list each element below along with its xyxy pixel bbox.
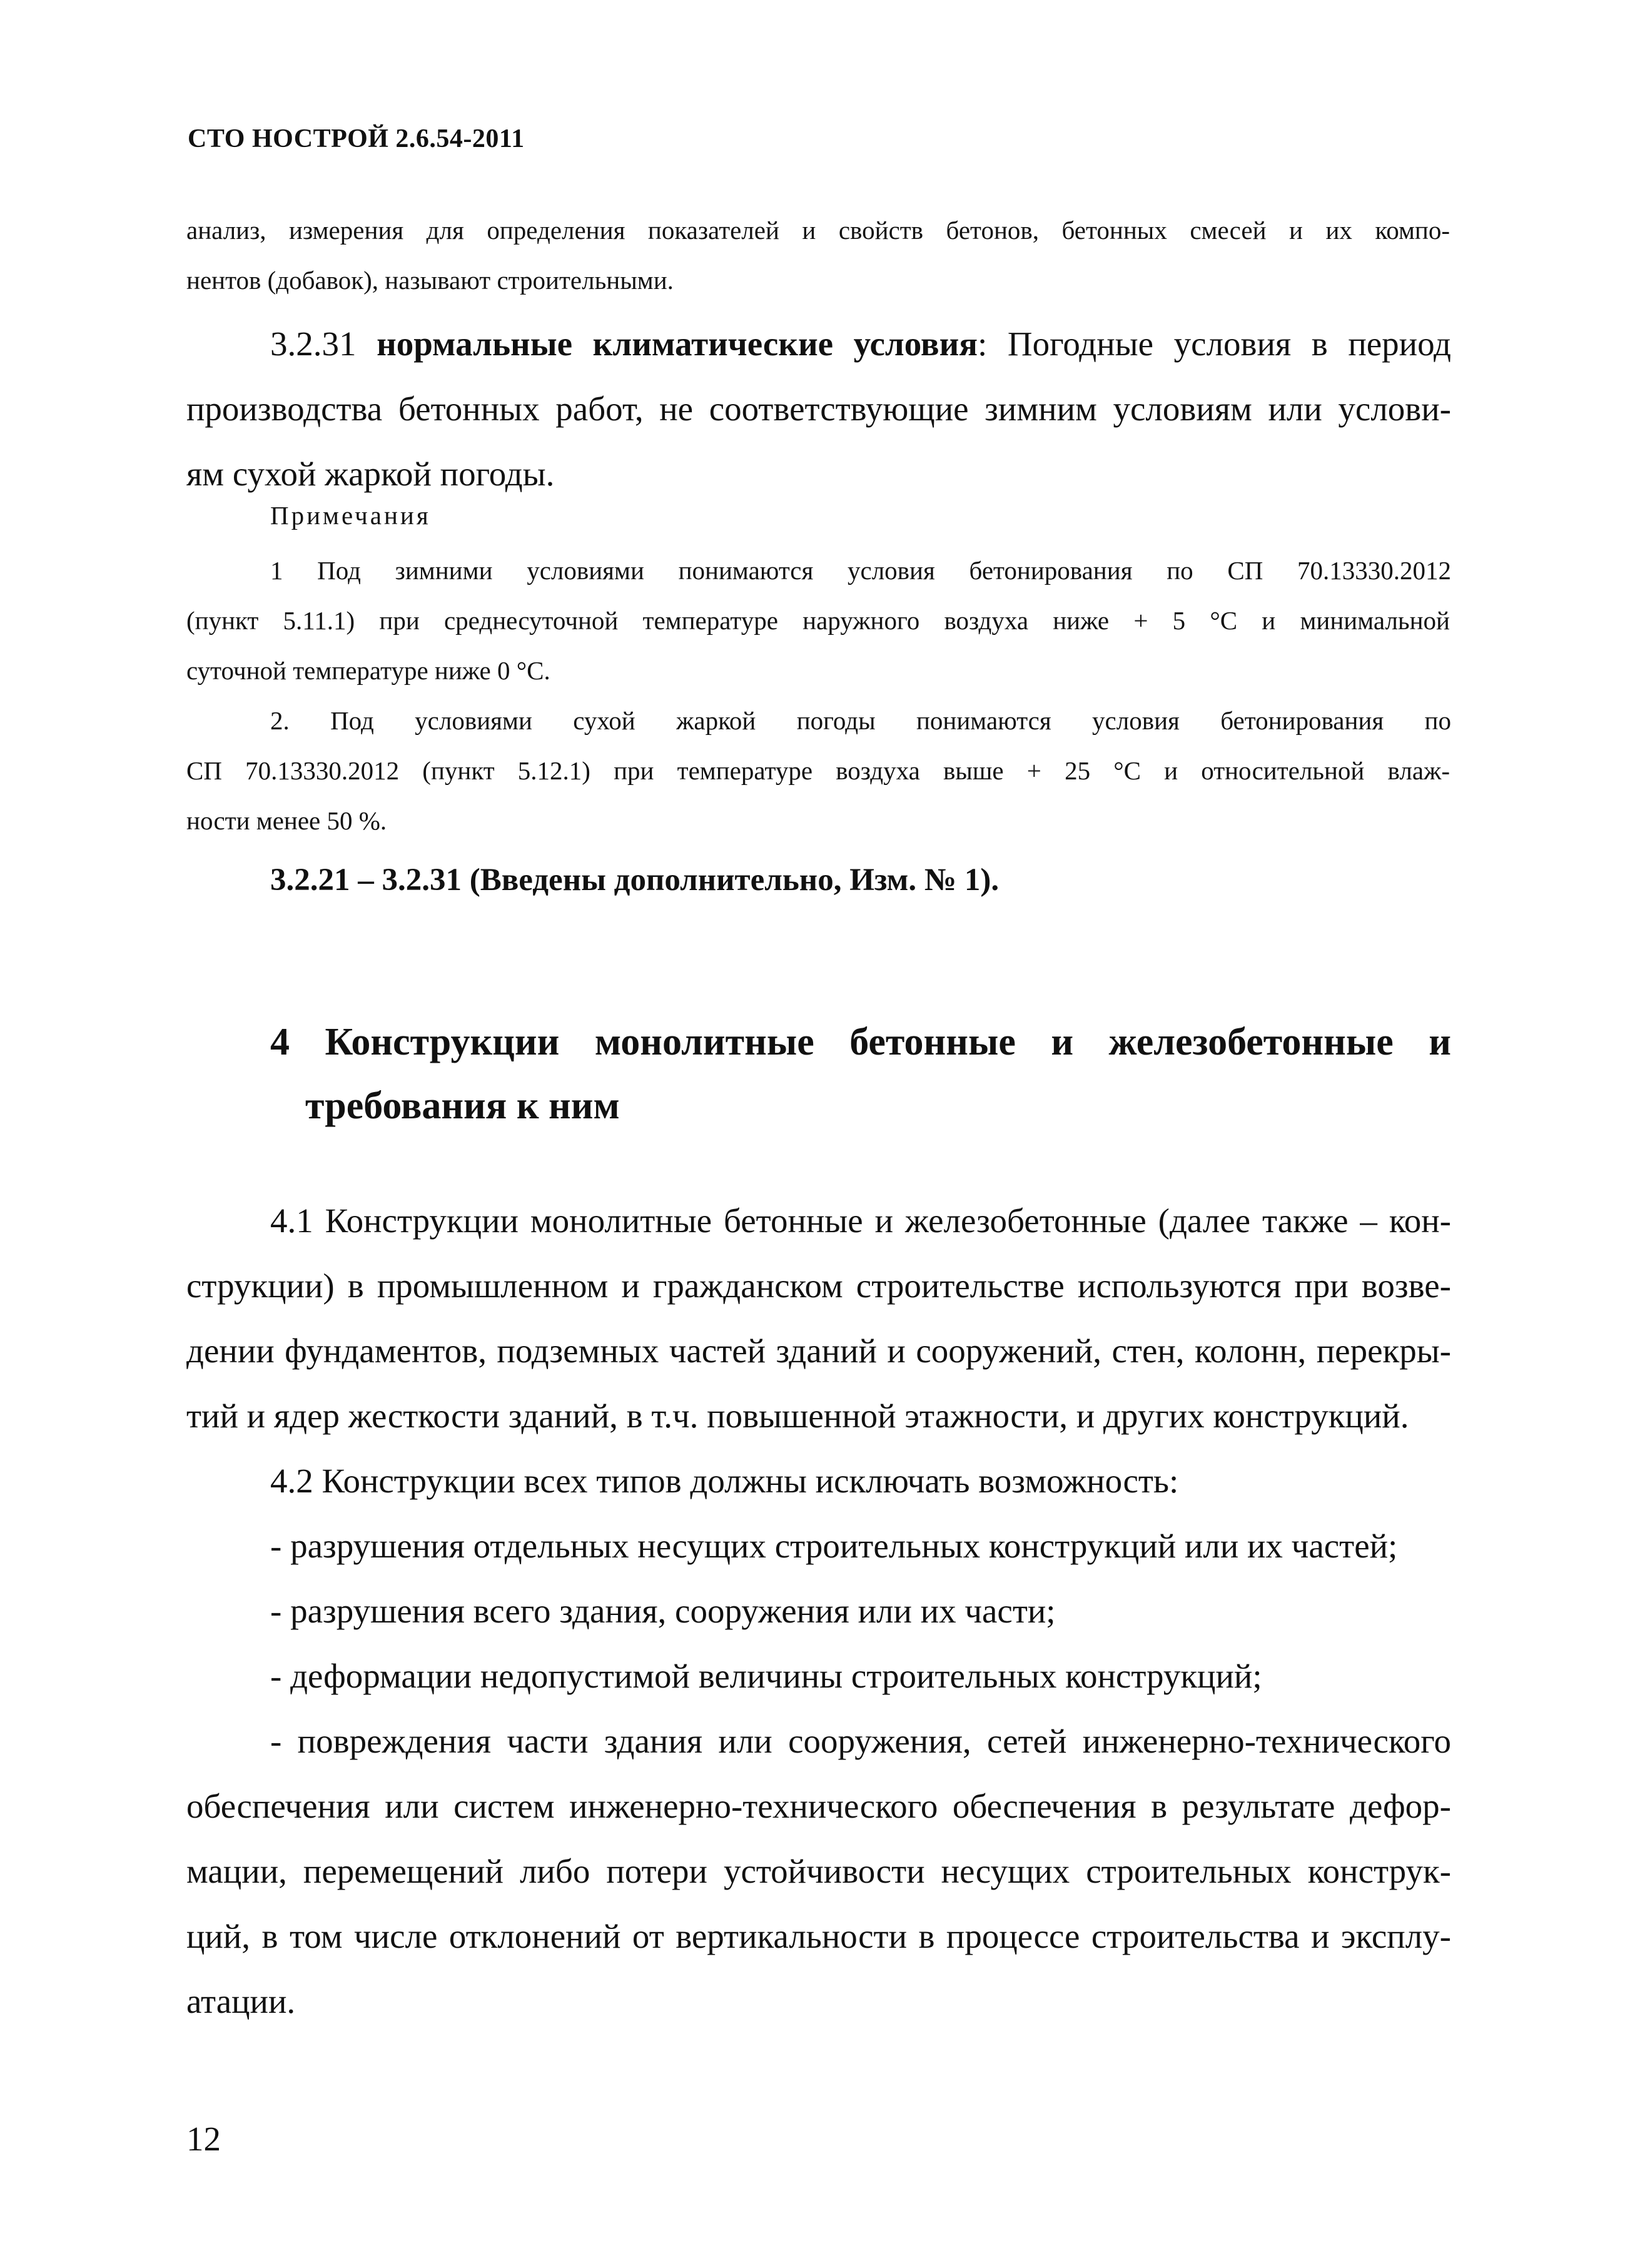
clause-number: 3.2.31 <box>270 325 377 363</box>
note-1-line-3: суточной температуре ниже 0 °С. <box>186 656 550 685</box>
amendment-note: 3.2.21 – 3.2.31 (Введены дополнительно, Изм. № 1). <box>270 863 1000 898</box>
paragraph-4-1-line-2: струкции) в промышленном и гражданском строительстве используются при возве- <box>186 1267 1451 1305</box>
section-4-title-line-2: требования к ним <box>305 1085 620 1127</box>
notes-heading: Примечания <box>270 501 431 530</box>
list-item-1: - разрушения отдельных несущих строительных конструкций или их частей; <box>270 1527 1398 1565</box>
note-2-line-3: ности менее 50 %. <box>186 806 387 835</box>
continuation-line-2: нентов (добавок), называют строительными. <box>186 266 674 295</box>
list-item-4-line-2: обеспечения или систем инженерно-технического обеспечения в результате дефор- <box>186 1787 1451 1825</box>
note-2-line-1: 2. Под условиями сухой жаркой погоды понимаются условия бетонирования по <box>270 706 1451 735</box>
continuation-line-1: анализ, измерения для определения показателей и свойств бетонов, бетонных смесей и их компо- <box>186 216 1450 245</box>
note-1-line-1: 1 Под зимними условиями понимаются условия бетонирования по СП 70.13330.2012 <box>270 556 1451 585</box>
clause-3-2-31-line-2: производства бетонных работ, не соответствующие зимним условиям или услови- <box>186 390 1451 428</box>
paragraph-4-1-line-4: тий и ядер жесткости зданий, в т.ч. повышенной этажности, и других конструкций. <box>186 1397 1409 1435</box>
paragraph-4-1-line-1: 4.1 Конструкции монолитные бетонные и железобетонные (далее также – кон- <box>270 1202 1451 1240</box>
list-item-3: - деформации недопустимой величины строительных конструкций; <box>270 1657 1262 1695</box>
note-1-line-2: (пункт 5.11.1) при среднесуточной температуре наружного воздуха ниже + 5 °С и минимальной <box>186 606 1450 635</box>
list-item-4-line-4: ций, в том числе отклонений от вертикальности в процессе строительства и эксплу- <box>186 1917 1451 1955</box>
list-item-4-line-1: - повреждения части здания или сооружения, сетей инженерно-технического <box>270 1722 1451 1760</box>
clause-3-2-31-line-1 <box>270 311 1451 377</box>
document-code-header: СТО НОСТРОЙ 2.6.54-2011 <box>188 124 525 153</box>
note-2-line-2: СП 70.13330.2012 (пункт 5.12.1) при температуре воздуха выше + 25 °С и относительной влаж- <box>186 756 1450 785</box>
section-4-title-line-1: 4 Конструкции монолитные бетонные и железобетонные и <box>270 1021 1451 1063</box>
list-item-4-line-3: мации, перемещений либо потери устойчивости несущих строительных конструк- <box>186 1852 1451 1890</box>
list-item-2: - разрушения всего здания, сооружения или их части; <box>270 1592 1056 1630</box>
clause-definition-start: : Погодные условия в период <box>978 325 1452 363</box>
page-number: 12 <box>186 2120 221 2158</box>
clause-3-2-31-line-3: ям сухой жаркой погоды. <box>186 455 555 493</box>
clause-term: нормальные климатические условия <box>377 325 978 363</box>
list-item-4-line-5: атации. <box>186 1982 296 2020</box>
paragraph-4-2: 4.2 Конструкции всех типов должны исключать возможность: <box>270 1462 1179 1500</box>
paragraph-4-1-line-3: дении фундаментов, подземных частей зданий и сооружений, стен, колонн, перекры- <box>186 1332 1451 1370</box>
